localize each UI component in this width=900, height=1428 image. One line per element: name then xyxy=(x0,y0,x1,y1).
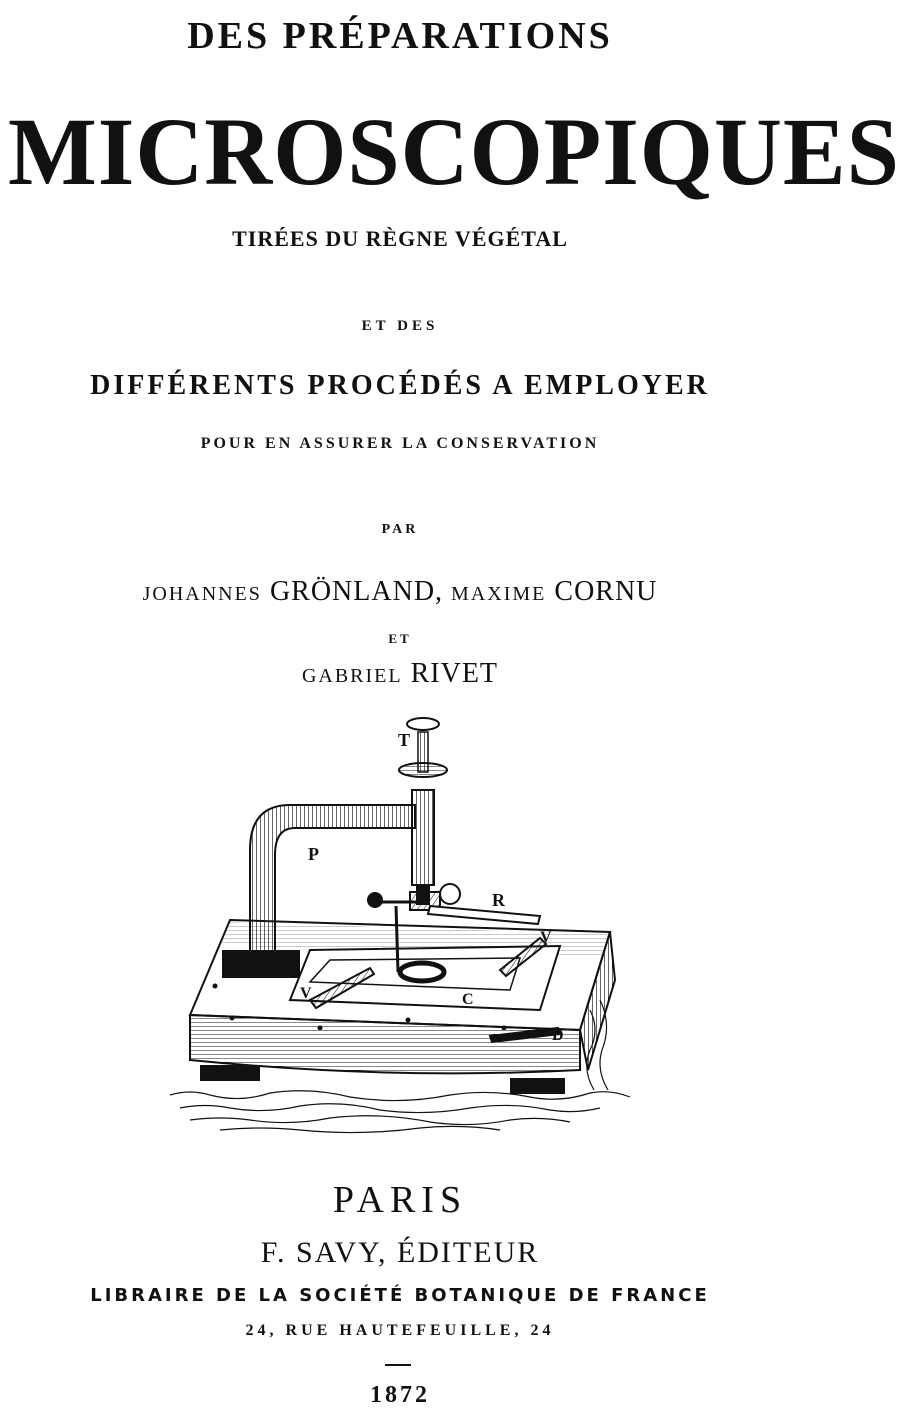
label-t: T xyxy=(398,730,411,750)
author1-first-name: JOHANNES xyxy=(142,583,262,605)
label-v-left: V xyxy=(300,985,312,1002)
imprint-address: 24, RUE HAUTEFEUILLE, 24 xyxy=(245,1322,555,1339)
author1-last-name: GRÖNLAND, xyxy=(269,576,444,607)
title-line-4: ET DES xyxy=(361,318,439,334)
title-line-6: POUR EN ASSURER LA CONSERVATION xyxy=(200,435,600,452)
divider-rule xyxy=(385,1364,411,1366)
imprint-publisher: F. SAVY, ÉDITEUR xyxy=(260,1236,540,1269)
label-p: P xyxy=(308,844,319,864)
author2-last-name: CORNU xyxy=(554,576,658,607)
imprint-year: 1872 xyxy=(370,1382,430,1408)
label-v-right: V xyxy=(540,929,552,946)
microtome-engraving xyxy=(160,710,640,1150)
authors-line-2 xyxy=(0,658,800,690)
imprint-city: PARIS xyxy=(332,1179,468,1221)
title-line-3: TIRÉES DU RÈGNE VÉGÉTAL xyxy=(232,226,568,251)
title-main: MICROSCOPIQUES xyxy=(8,98,900,205)
title-line-1: DES PRÉPARATIONS xyxy=(187,15,613,57)
imprint-bookseller: LIBRAIRE DE LA SOCIÉTÉ BOTANIQUE DE FRANCE xyxy=(90,1285,710,1306)
title-line-5: DIFFÉRENTS PROCÉDÉS A EMPLOYER xyxy=(90,370,710,401)
authors-line-1 xyxy=(0,576,800,608)
author3-last-name: RIVET xyxy=(410,658,499,689)
label-r: R xyxy=(492,890,505,910)
label-d: D xyxy=(552,1027,564,1044)
et-label: ET xyxy=(388,631,412,646)
author2-first-name: MAXIME xyxy=(451,583,547,605)
par-label: PAR xyxy=(381,522,419,537)
author3-first-name: GABRIEL xyxy=(301,665,403,687)
label-c: C xyxy=(462,991,474,1008)
